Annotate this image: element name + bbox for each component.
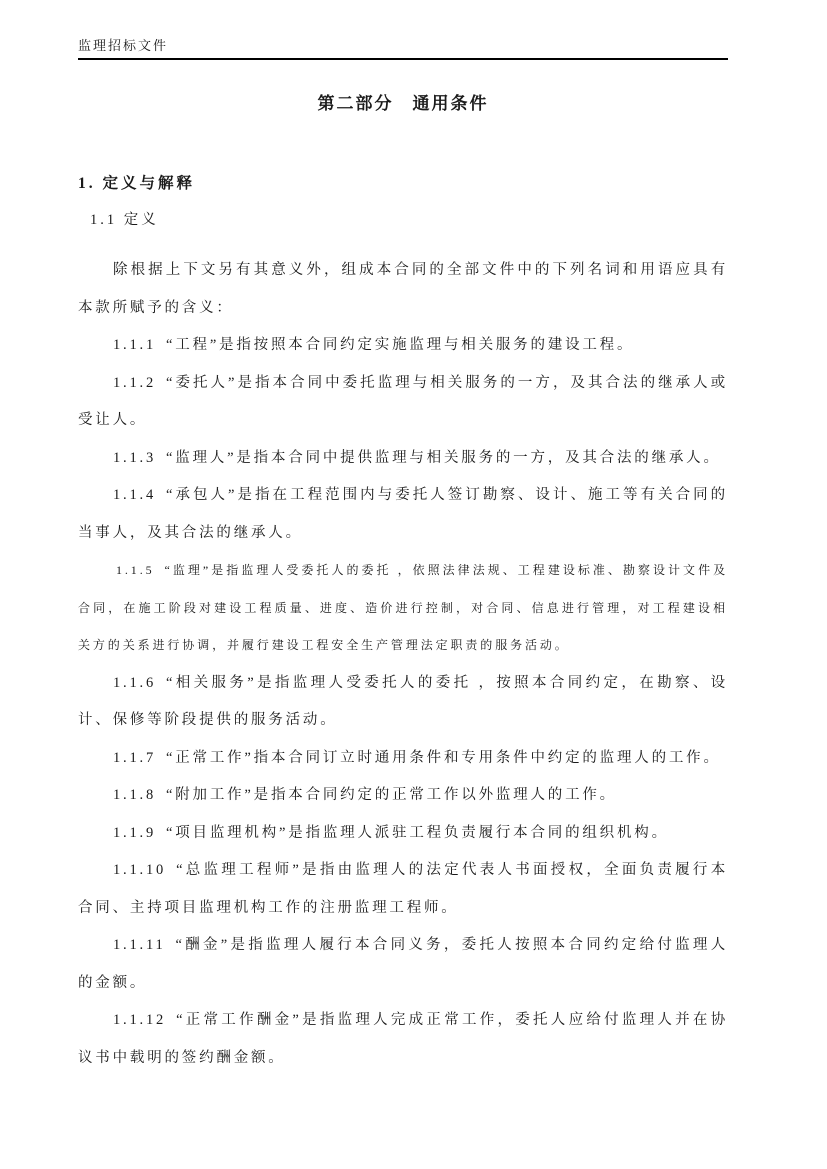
clause-text: “酬金”是指监理人履行本合同义务，委托人按照本合同约定给付监理人的金额。 xyxy=(78,937,728,991)
clause-paragraph-1-1-5 xyxy=(78,552,728,665)
clause-text: “正常工作酬金”是指监理人完成正常工作，委托人应给付监理人并在协议书中载明的签约酬金额。 xyxy=(78,1012,728,1066)
clause-text: “项目监理机构”是指监理人派驻工程负责履行本合同的组织机构。 xyxy=(166,824,669,841)
clause-number: 1.1.1 xyxy=(113,337,156,353)
clause-text: “监理”是指监理人受委托人的委托 ，依照法律法规、工程建设标准、勘察设计文件及合同，在施工阶段对建设工程质量、进度、造价进行控制，对合同、信息进行管理，对工程建设相关方的关系进行协调，并履行建设工程安全生产管理法定职责的服务活动。 xyxy=(78,563,728,652)
clause-number: 1.1.8 xyxy=(113,787,156,803)
clause-number: 1.1.11 xyxy=(113,937,166,953)
subsection-heading: 1.1 定义 xyxy=(90,212,159,228)
clause-number: 1.1.9 xyxy=(113,824,156,841)
clause-paragraph-1-1-10 xyxy=(78,852,728,927)
clause-number: 1.1.7 xyxy=(113,749,156,766)
page-header xyxy=(78,38,728,60)
clause-paragraph-1-1-2 xyxy=(78,365,728,440)
clause-paragraph-1-1-7 xyxy=(78,740,728,778)
clause-paragraph-1-1-9 xyxy=(78,815,728,853)
clause-number: 1.1.6 xyxy=(113,674,156,691)
clause-number: 1.1.2 xyxy=(113,374,156,391)
definitions-body xyxy=(78,252,728,1077)
clause-paragraph-1-1-6 xyxy=(78,665,728,740)
section-heading: 1. 定义与解释 xyxy=(78,175,196,192)
clause-paragraph-1-1-12 xyxy=(78,1002,728,1077)
clause-paragraph-1-1-3 xyxy=(78,440,728,478)
clause-number: 1.1.10 xyxy=(113,862,167,878)
clause-paragraph-1-1-4 xyxy=(78,477,728,552)
document-title: 第二部分 通用条件 xyxy=(317,94,489,113)
clause-paragraph-1-1-8 xyxy=(78,777,728,815)
clause-paragraph-1-1-11 xyxy=(78,927,728,1002)
header-title: 监理招标文件 xyxy=(78,38,169,53)
clause-number: 1.1.12 xyxy=(113,1012,167,1028)
clause-paragraph-1-1-1 xyxy=(78,327,728,365)
clause-number: 1.1.4 xyxy=(113,487,156,503)
clause-text: “总监理工程师”是指由监理人的法定代表人书面授权，全面负责履行本合同、主持项目监理机构工作的注册监理工程师。 xyxy=(78,862,728,916)
clause-number: 1.1.3 xyxy=(113,449,156,466)
clause-number: 1.1.5 xyxy=(116,563,155,577)
clause-text: “相关服务”是指监理人受委托人的委托 ，按照本合同约定，在勘察、设计、保修等阶段提供的服务活动。 xyxy=(78,674,728,728)
clause-text: “监理人”是指本合同中提供监理与相关服务的一方，及其合法的继承人。 xyxy=(166,449,721,466)
clause-text: “承包人”是指在工程范围内与委托人签订勘察、设计、施工等有关合同的当事人，及其合法的继承人。 xyxy=(78,487,728,541)
clause-text: “正常工作”指本合同订立时通用条件和专用条件中约定的监理人的工作。 xyxy=(166,749,721,766)
clause-text: “工程”是指按照本合同约定实施监理与相关服务的建设工程。 xyxy=(166,337,635,353)
clause-text: “附加工作”是指本合同约定的正常工作以外监理人的工作。 xyxy=(166,787,617,803)
intro-paragraph: 除根据上下文另有其意义外，组成本合同的全部文件中的下列名词和用语应具有本款所赋予的含义： xyxy=(78,262,728,316)
clause-text: “委托人”是指本合同中委托监理与相关服务的一方，及其合法的继承人或受让人。 xyxy=(78,374,728,428)
